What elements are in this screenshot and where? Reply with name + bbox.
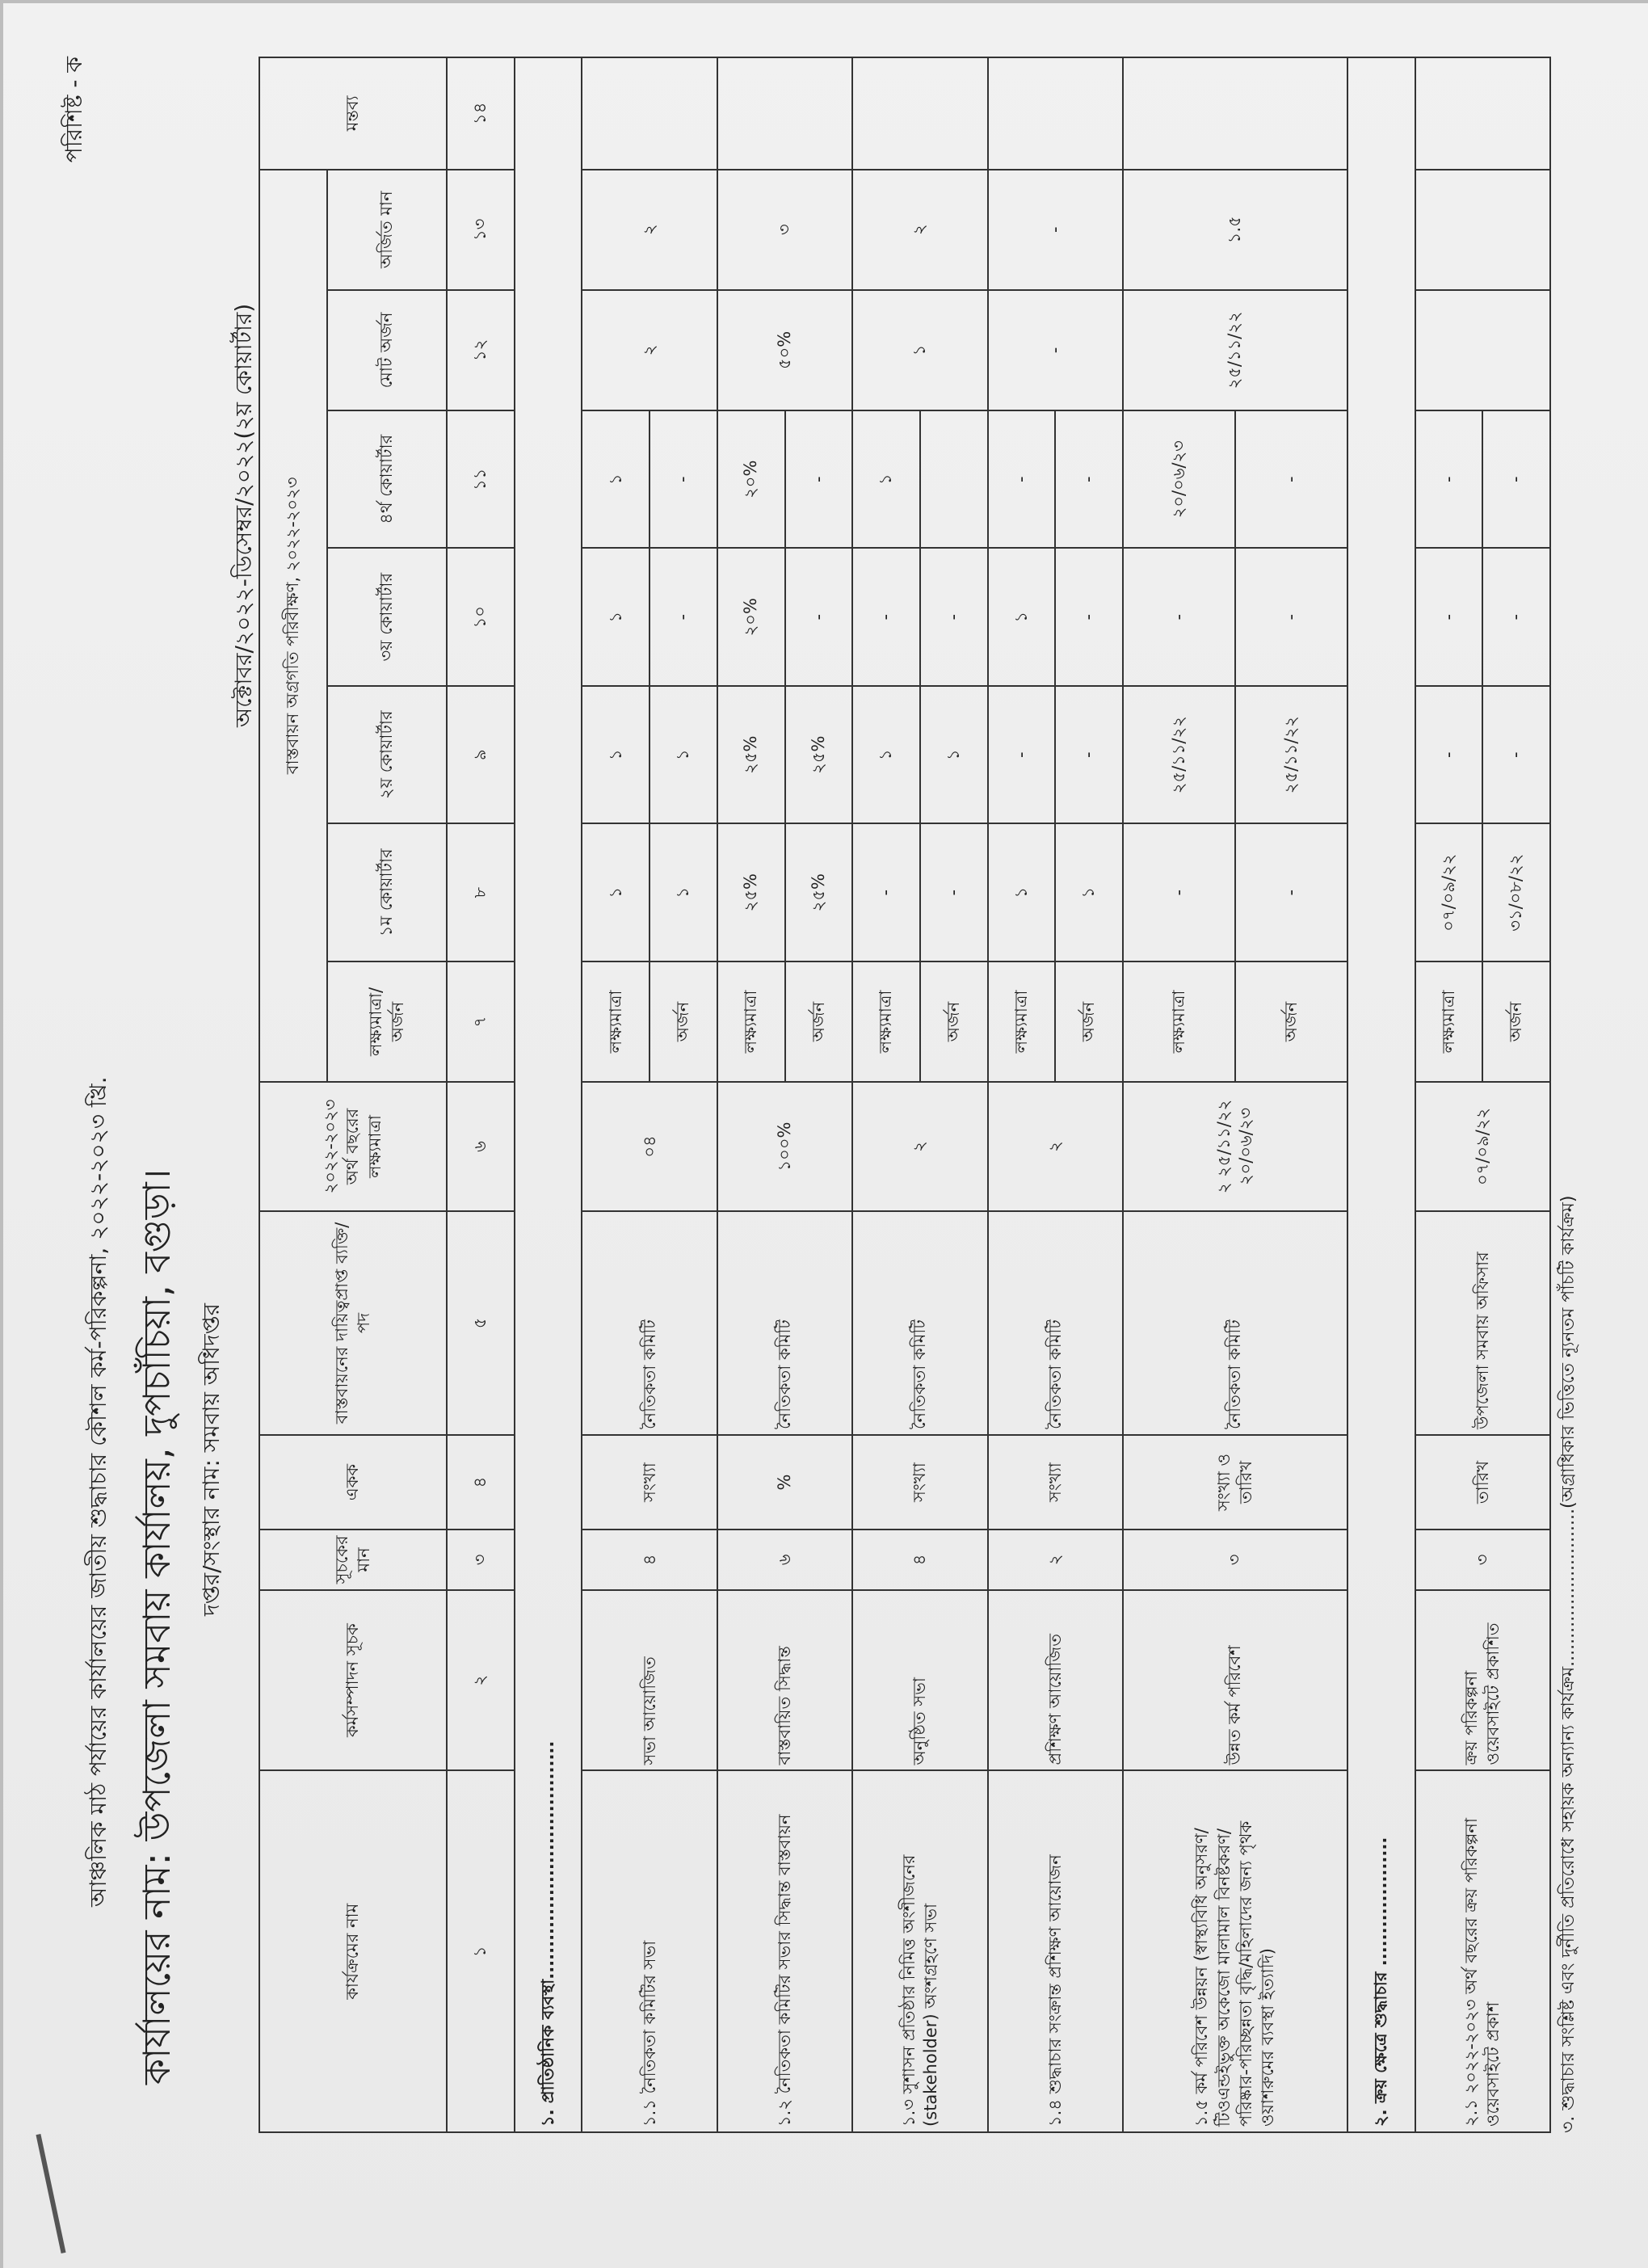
q1-achievement: - <box>1235 823 1347 961</box>
target-cell: ০৪ <box>582 1082 717 1211</box>
score-cell: ২ <box>852 170 987 290</box>
q2-target: ১ <box>582 686 650 823</box>
col-number: ৯ <box>447 686 515 823</box>
q3-target: - <box>1123 548 1235 685</box>
unit-cell: % <box>717 1435 852 1530</box>
table-row <box>582 57 650 2132</box>
q2-target: ১ <box>852 686 920 823</box>
page-edge-left <box>0 0 3 2268</box>
target-cell: ২ ২৫/১১/২২ ২০/০৬/২৩ <box>1123 1082 1347 1211</box>
q2-achievement: - <box>1055 686 1123 823</box>
q3-achievement: - <box>1055 548 1123 685</box>
page-edge-top <box>0 0 1648 3</box>
header-responsible: বাস্তবায়নের দায়িত্বপ্রাপ্ত ব্যক্তি/পদ <box>259 1211 447 1435</box>
q1-target: ০৭/০৯/২২ <box>1415 823 1483 961</box>
target-label: লক্ষ্যমাত্রা <box>988 961 1056 1082</box>
activity-cell: ১.১ নৈতিকতা কমিটির সভা <box>582 1770 717 2132</box>
header-q1: ১ম কোয়ার্টার <box>327 823 447 961</box>
col-number: ৭ <box>447 961 515 1082</box>
col-number: ১৪ <box>447 57 515 170</box>
header-target: ২০২২-২০২৩ অর্থ বছরের লক্ষ্যমাত্রা <box>259 1082 447 1211</box>
col-number: ১১ <box>447 410 515 548</box>
q1-achievement: ২৫% <box>785 823 853 961</box>
total-cell: ২ <box>582 290 717 410</box>
unit-cell: তারিখ <box>1415 1435 1551 1530</box>
header-target-achievement: লক্ষ্যমাত্রা/ অর্জন <box>327 961 447 1082</box>
q3-achievement: - <box>920 548 988 685</box>
achievement-label: অর্জন <box>785 961 853 1082</box>
indicator-cell: উন্নত কর্ম পরিবেশ <box>1123 1590 1347 1771</box>
q1-achievement: - <box>920 823 988 961</box>
q3-target: ১ <box>582 548 650 685</box>
col-number: ৪ <box>447 1435 515 1530</box>
q4-achievement <box>920 410 988 548</box>
achievement-label: অর্জন <box>650 961 717 1082</box>
section-3-title: ৩. শুদ্ধাচার সংশ্লিষ্ট এবং দুর্নীতি প্রতিরোধে সহায়ক অন্যান্য কার্যক্রম............................(অগ্রাধিকার ভিত্তিতে ন্যূনতম পাঁচটি কার্যক্রম) <box>1558 1195 1579 2133</box>
q3-target: ২০% <box>717 548 785 685</box>
total-cell: ১ <box>852 290 987 410</box>
score-cell: - <box>988 170 1123 290</box>
table-row <box>1415 57 1483 2132</box>
q4-target: ২০/০৬/২৩ <box>1123 410 1235 548</box>
remarks-cell <box>1123 57 1347 170</box>
header-q2: ২য় কোয়ার্টার <box>327 686 447 823</box>
unit-cell: সংখ্যা ও তারিখ <box>1123 1435 1347 1530</box>
target-label: লক্ষ্যমাত্রা <box>717 961 785 1082</box>
pen-mark <box>36 2134 65 2253</box>
q2-target: ২৫/১১/২২ <box>1123 686 1235 823</box>
q2-achievement: ১ <box>650 686 717 823</box>
document-subtitle: আঞ্চলিক মাঠ পর্যায়ের কার্যালয়ের জাতীয় শুদ্ধাচার কৌশল কর্ম-পরিকল্পনা, ২০২২-২০২৩ খ্রি. <box>85 1076 111 1907</box>
section-2-title: ২. ক্রয় ক্ষেত্রে শুদ্ধাচার .................... <box>1347 57 1415 2132</box>
target-cell: ০৭/০৯/২২ <box>1415 1082 1551 1211</box>
q2-target: - <box>988 686 1056 823</box>
q4-target: ১ <box>582 410 650 548</box>
achievement-label: অর্জন <box>920 961 988 1082</box>
total-cell: - <box>988 290 1123 410</box>
total-cell <box>1415 290 1551 410</box>
appendix-label: পরিশিষ্ট - ক <box>61 57 87 163</box>
q4-achievement: - <box>1055 410 1123 548</box>
col-number: ১ <box>447 1770 515 2132</box>
target-label: লক্ষ্যমাত্রা <box>852 961 920 1082</box>
indicator-cell: অনুষ্ঠিত সভা <box>852 1590 987 1771</box>
activity-cell: ১.৫ কর্ম পরিবেশ উন্নয়ন (স্বাস্থ্যবিধি অনুসরণ/টিওএন্ডইভুক্ত অকেজো মালামাল বিনষ্টকরণ/পরিষ্কার-পরিচ্ছন্নতা বৃদ্ধি/মহিলাদের জন্য পৃথক ওয়াশরুমের ব্যবস্থা ইত্যাদি) <box>1123 1770 1347 2132</box>
unit-cell: সংখ্যা <box>582 1435 717 1530</box>
rotated-content <box>48 32 1583 2149</box>
q3-target: - <box>1415 548 1483 685</box>
activity-cell: ১.৩ সুশাসন প্রতিষ্ঠার নিমিত্ত অংশীজনের (stakeholder) অংশগ্রহণে সভা <box>852 1770 987 2132</box>
score-cell: ১.৫ <box>1123 170 1347 290</box>
header-q3: ৩য় কোয়ার্টার <box>327 548 447 685</box>
target-label: লক্ষ্যমাত্রা <box>582 961 650 1082</box>
header-indicator: কর্মসম্পাদন সূচক <box>259 1590 447 1771</box>
header-total: মোট অর্জন <box>327 290 447 410</box>
remarks-cell <box>852 57 987 170</box>
table-row <box>717 57 785 2132</box>
activity-cell: ১.৪ শুদ্ধাচার সংক্রান্ত প্রশিক্ষণ আয়োজন <box>988 1770 1123 2132</box>
activity-cell: ২.১ ২০২২-২০২৩ অর্থ বছরের ক্রয় পরিকল্পনা ওয়েবসাইটে প্রকাশ <box>1415 1770 1551 2132</box>
q2-achievement: - <box>1482 686 1550 823</box>
q3-achievement: - <box>650 548 717 685</box>
q4-target: - <box>988 410 1056 548</box>
unit-cell: সংখ্যা <box>988 1435 1123 1530</box>
col-number: ৬ <box>447 1082 515 1211</box>
achievement-label: অর্জন <box>1482 961 1550 1082</box>
target-cell: ২ <box>988 1082 1123 1211</box>
responsible-cell: নৈতিকতা কমিটি <box>582 1211 717 1435</box>
q1-achievement: ১ <box>1055 823 1123 961</box>
strategy-table <box>259 57 1551 2133</box>
header-achieved-score: অর্জিত মান <box>327 170 447 290</box>
achievement-label: অর্জন <box>1055 961 1123 1082</box>
remarks-cell <box>582 57 717 170</box>
q4-achievement: - <box>1235 410 1347 548</box>
remarks-cell <box>988 57 1123 170</box>
col-number: ১২ <box>447 290 515 410</box>
total-cell: ২৫/১১/২২ <box>1123 290 1347 410</box>
activity-cell: ১.২ নৈতিকতা কমিটির সভার সিদ্ধান্ত বাস্তবায়ন <box>717 1770 852 2132</box>
responsible-cell: নৈতিকতা কমিটি <box>717 1211 852 1435</box>
total-cell: ৫০% <box>717 290 852 410</box>
weight-cell: ২ <box>988 1530 1123 1590</box>
col-number: ১০ <box>447 548 515 685</box>
q4-target: ২০% <box>717 410 785 548</box>
indicator-cell: ক্রয় পরিকল্পনা ওয়েবসাইটে প্রকাশিত <box>1415 1590 1551 1771</box>
table-row <box>988 57 1056 2132</box>
q4-target: ১ <box>852 410 920 548</box>
q2-achievement: ১ <box>920 686 988 823</box>
score-cell: ২ <box>582 170 717 290</box>
target-cell: ১০০% <box>717 1082 852 1211</box>
score-cell: ৩ <box>717 170 852 290</box>
table-header-row <box>259 57 327 2132</box>
q4-achievement: - <box>1482 410 1550 548</box>
q2-achievement: ২৫/১১/২২ <box>1235 686 1347 823</box>
header-activity: কার্যক্রমের নাম <box>259 1770 447 2132</box>
section-row <box>1347 57 1415 2132</box>
q3-achievement: - <box>1482 548 1550 685</box>
indicator-cell: প্রশিক্ষণ আয়োজিত <box>988 1590 1123 1771</box>
department-name: দপ্তর/সংস্থার নাম: সমবায় অধিদপ্তর <box>198 1303 225 1616</box>
q1-achievement: ১ <box>650 823 717 961</box>
q1-target: ২৫% <box>717 823 785 961</box>
q2-target: - <box>1415 686 1483 823</box>
col-number: ১৩ <box>447 170 515 290</box>
responsible-cell: নৈতিকতা কমিটি <box>852 1211 987 1435</box>
q1-target: - <box>852 823 920 961</box>
col-number: ৮ <box>447 823 515 961</box>
q3-target: - <box>852 548 920 685</box>
remarks-cell <box>717 57 852 170</box>
reporting-period: অক্টোবর/২০২২-ডিসেম্বর/২০২২(২য় কোয়ার্টার) <box>230 303 257 727</box>
q3-target: ১ <box>988 548 1056 685</box>
header-unit: একক <box>259 1435 447 1530</box>
section-row <box>515 57 582 2132</box>
target-label: লক্ষ্যমাত্রা <box>1123 961 1235 1082</box>
indicator-cell: সভা আয়োজিত <box>582 1590 717 1771</box>
header-weight: সূচকের মান <box>259 1530 447 1590</box>
q4-achievement: - <box>650 410 717 548</box>
table-row <box>852 57 920 2132</box>
achievement-label: অর্জন <box>1235 961 1347 1082</box>
col-number: ২ <box>447 1590 515 1771</box>
unit-cell: সংখ্যা <box>852 1435 987 1530</box>
col-number: ৫ <box>447 1211 515 1435</box>
q2-achievement: ২৫% <box>785 686 853 823</box>
header-remarks: মন্তব্য <box>259 57 447 170</box>
office-title: কার্যালয়ের নাম: উপজেলা সমবায় কার্যালয়, দুপচাঁচিয়া, বগুড়া। <box>135 1168 179 2085</box>
header-q4: ৪র্থ কোয়ার্টার <box>327 410 447 548</box>
target-cell: ২ <box>852 1082 987 1211</box>
weight-cell: ৪ <box>852 1530 987 1590</box>
q1-target: ১ <box>988 823 1056 961</box>
column-number-row <box>447 57 515 2132</box>
remarks-cell <box>1415 57 1551 170</box>
header-progress-group: বাস্তবায়ন অগ্রগতি পরিবীক্ষণ, ২০২২-২০২৩ <box>259 170 327 1082</box>
weight-cell: ৩ <box>1415 1530 1551 1590</box>
responsible-cell: নৈতিকতা কমিটি <box>988 1211 1123 1435</box>
indicator-cell: বাস্তবায়িত সিদ্ধান্ত <box>717 1590 852 1771</box>
responsible-cell: নৈতিকতা কমিটি <box>1123 1211 1347 1435</box>
q1-achievement: ৩১/০৮/২২ <box>1482 823 1550 961</box>
q3-achievement: - <box>785 548 853 685</box>
weight-cell: ৩ <box>1123 1530 1347 1590</box>
score-cell <box>1415 170 1551 290</box>
target-label: লক্ষ্যমাত্রা <box>1415 961 1483 1082</box>
q2-target: ২৫% <box>717 686 785 823</box>
col-number: ৩ <box>447 1530 515 1590</box>
q4-target: - <box>1415 410 1483 548</box>
q4-achievement: - <box>785 410 853 548</box>
q1-target: ১ <box>582 823 650 961</box>
q1-target: - <box>1123 823 1235 961</box>
table-row <box>1123 57 1235 2132</box>
q3-achievement: - <box>1235 548 1347 685</box>
section-1-title: ১. প্রাতিষ্ঠানিক ব্যবস্থা..................................... <box>515 57 582 2132</box>
weight-cell: ৬ <box>717 1530 852 1590</box>
weight-cell: ৪ <box>582 1530 717 1590</box>
responsible-cell: উপজেলা সমবায় অফিসার <box>1415 1211 1551 1435</box>
